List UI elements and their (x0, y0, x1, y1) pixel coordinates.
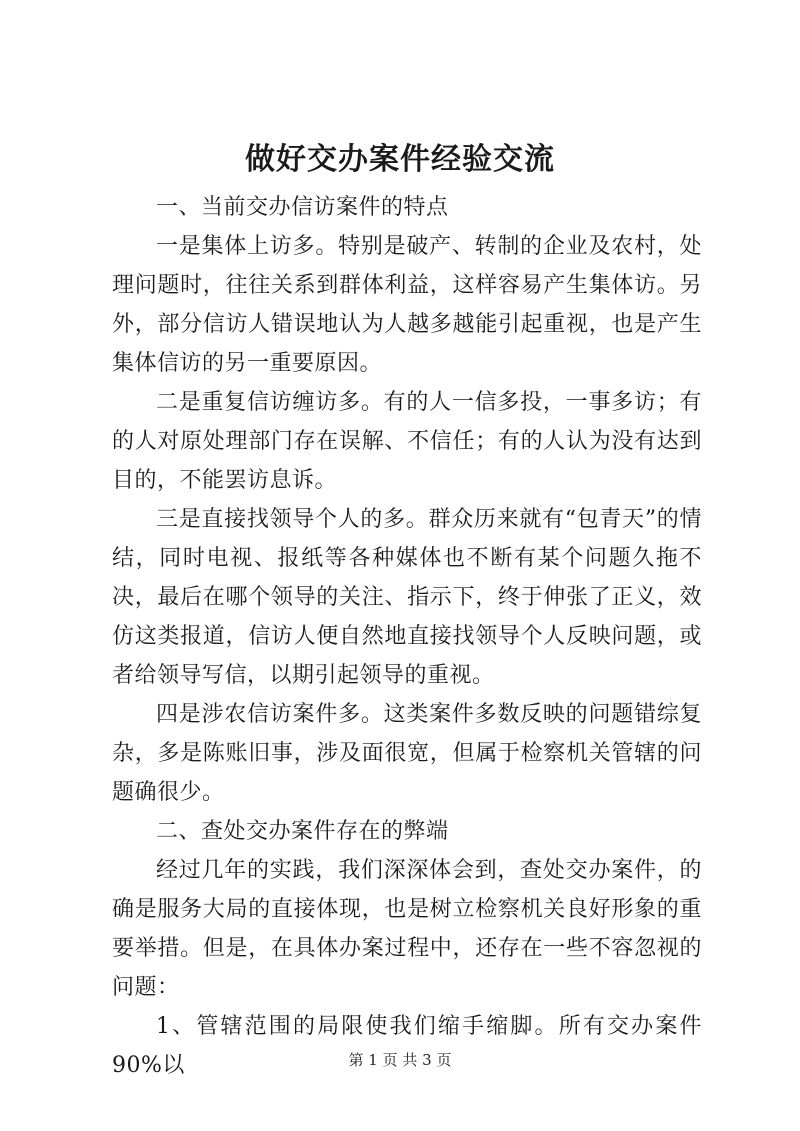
paragraph: 1、管辖范围的局限使我们缩手缩脚。所有交办案件 90%以 (112, 1014, 702, 1078)
paragraph: 四是涉农信访案件多。这类案件多数反映的问题错综复杂，多是陈账旧事，涉及面很宽，但属于检察机关管辖的问题确很少。 (112, 702, 702, 805)
page-number-footer: 第 1 页 共 3 页 (348, 1051, 452, 1069)
paragraph: 二是重复信访缠访多。有的人一信多投，一事多访；有的人对原处理部门存在误解、不信任；有的人认为没有达到目的，不能罢访息诉。 (112, 390, 702, 493)
section-heading: 二、查处交办案件存在的弊端 (156, 819, 449, 844)
document-body (112, 188, 702, 1085)
paragraph: 经过几年的实践，我们深深体会到，查处交办案件，的确是服务大局的直接体现，也是树立检察机关良好形象的重要举措。但是，在具体办案过程中，还存在一些不容忽视的问题： (112, 858, 702, 1000)
paragraph: 一是集体上访多。特别是破产、转制的企业及农村，处理问题时，往往关系到群体利益，这样容易产生集体访。另外，部分信访人错误地认为人越多越能引起重视，也是产生集体信访的另一重要原因。 (112, 234, 702, 376)
paragraph: 三是直接找领导个人的多。群众历来就有“包青天”的情结，同时电视、报纸等各种媒体也不断有某个问题久拖不决，最后在哪个领导的关注、指示下，终于伸张了正义，效仿这类报道，信访人便自然地直接找领导个人反映问题，或者给领导写信，以期引起领导的重视。 (112, 507, 702, 688)
section-heading: 一、当前交办信访案件的特点 (156, 195, 449, 220)
document-title: 做好交办案件经验交流 (245, 142, 555, 177)
